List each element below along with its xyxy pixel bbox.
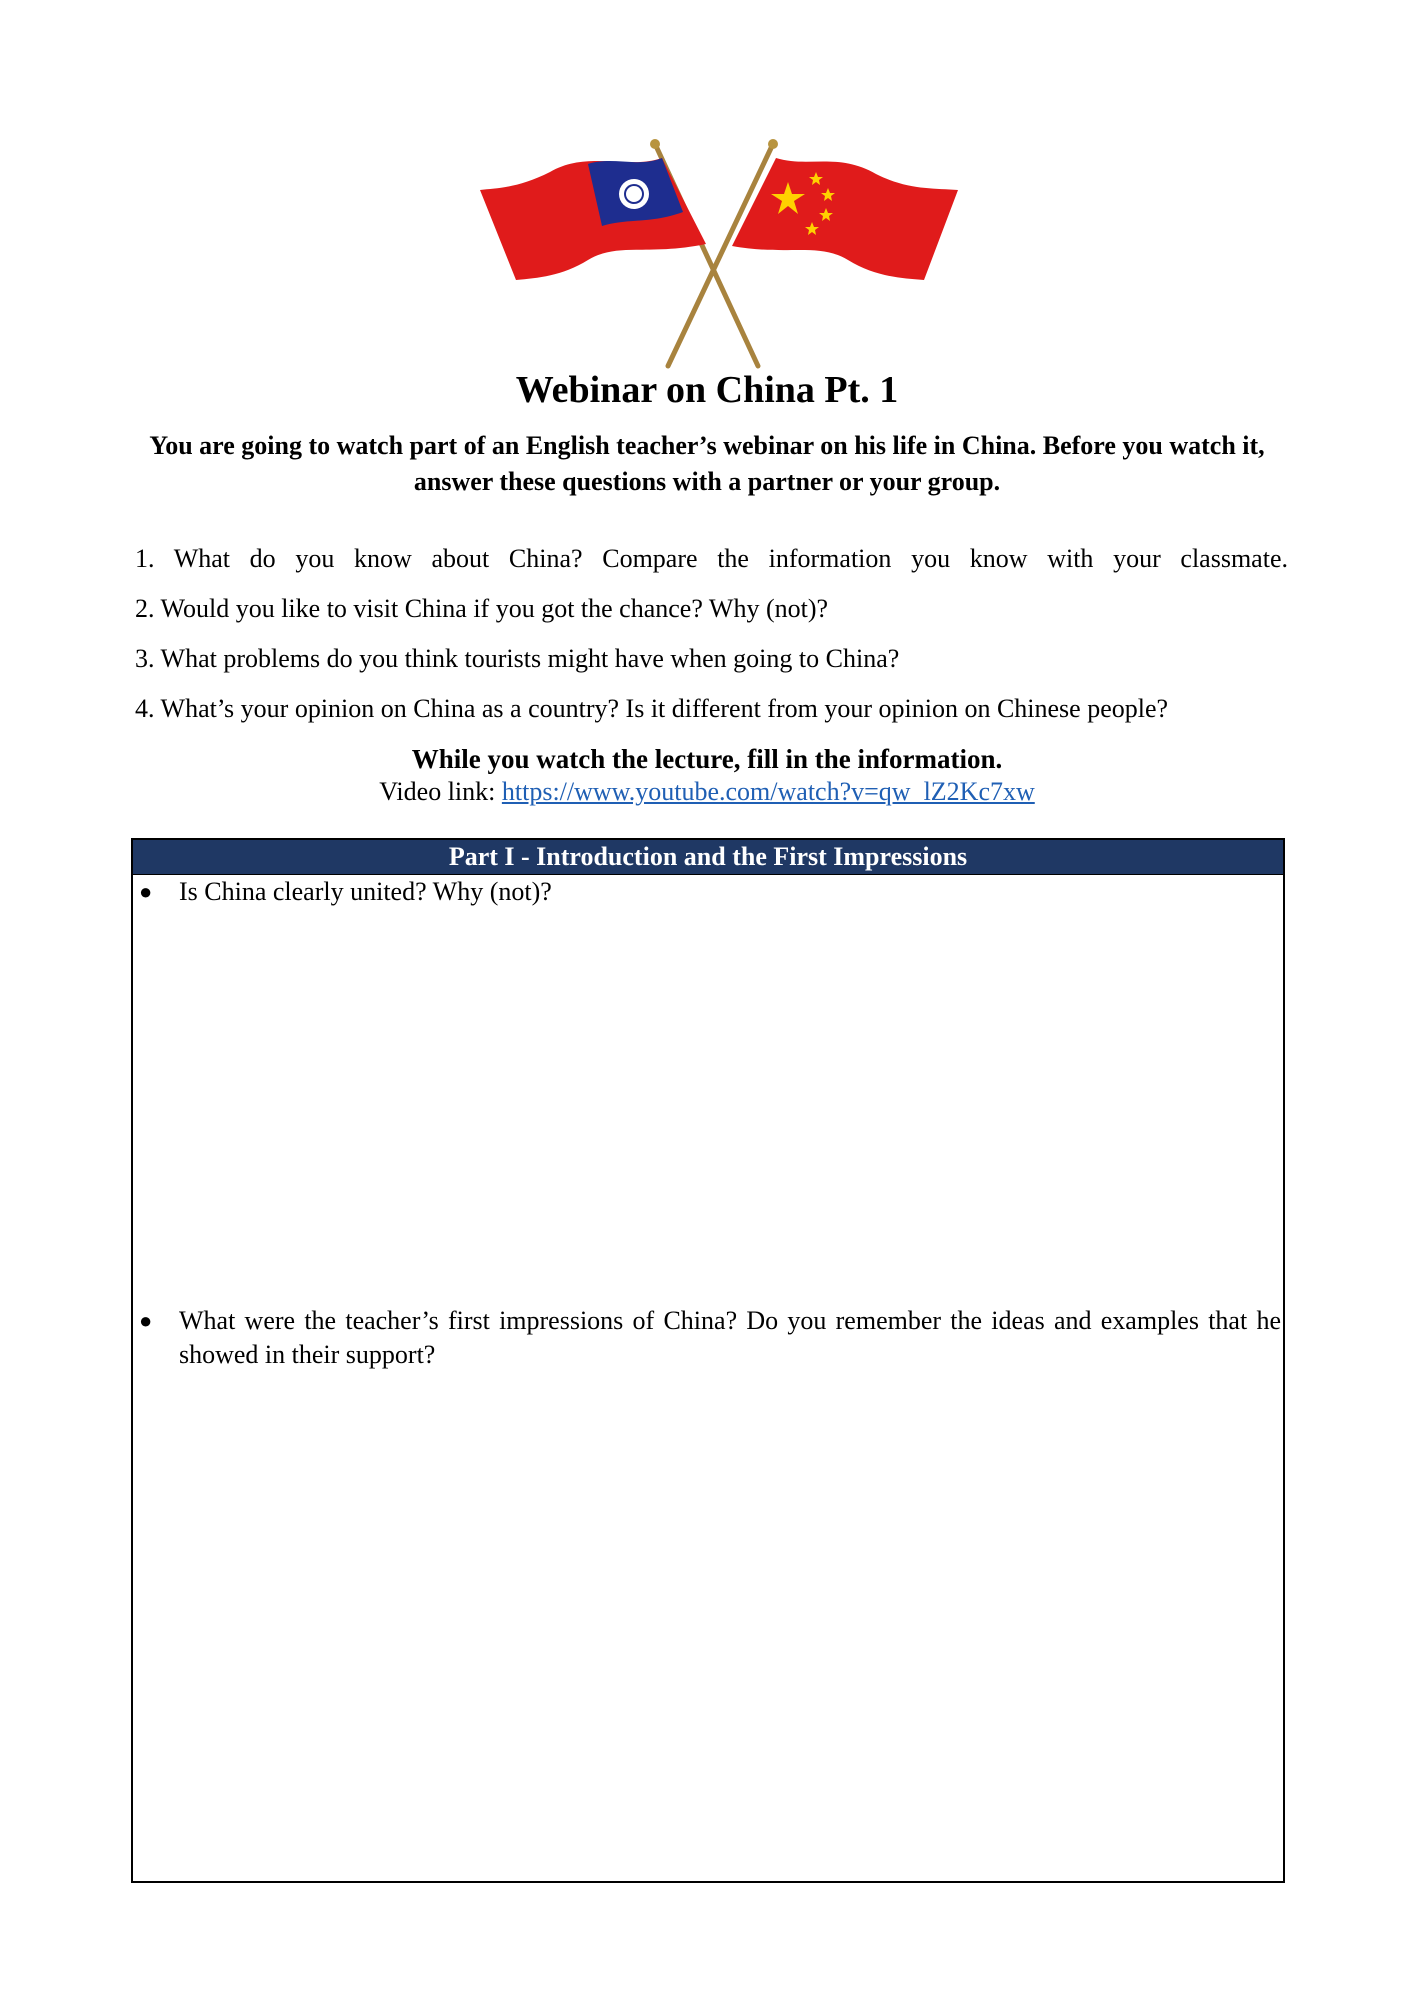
video-link-label: Video link: (379, 777, 502, 806)
crossed-flags-illustration (478, 128, 960, 372)
bullet-icon: ● (139, 879, 153, 904)
watch-instruction: While you watch the lecture, fill in the information. (411, 744, 1003, 774)
bullet-question-text: What were the teacher’s first impressions of China? Do you remember the ideas and examples that he showed in their support? (179, 1306, 1281, 1369)
video-link-line (0, 775, 1414, 809)
question-item: 2. Would you like to visit China if you got the chance? Why (not)? (135, 594, 829, 623)
bullet-question-text: Is China clearly united? Why (not)? (179, 877, 552, 906)
page-title: Webinar on China Pt. 1 (515, 369, 899, 411)
video-link[interactable]: https://www.youtube.com/watch?v=qw_lZ2Kc7xw (501, 777, 1035, 806)
discussion-questions (135, 541, 1288, 741)
part-one-answer-box (131, 838, 1285, 1883)
china-flag (732, 158, 958, 280)
intro-instructions: You are going to watch part of an English teacher’s webinar on his life in China. Before you watch it, answer these questions with a partner or your group. (149, 431, 1265, 496)
question-item: 1. What do you know about China? Compare the information you know with your classmate. (135, 544, 1288, 573)
part-one-header: Part I - Introduction and the First Impressions (133, 840, 1283, 875)
question-item: 4. What’s your opinion on China as a country? Is it different from your opinion on Chinese people? (135, 694, 1169, 723)
white-sun-icon (619, 179, 649, 209)
bullet-icon: ● (139, 1308, 153, 1333)
question-item: 3. What problems do you think tourists might have when going to China? (135, 644, 900, 673)
